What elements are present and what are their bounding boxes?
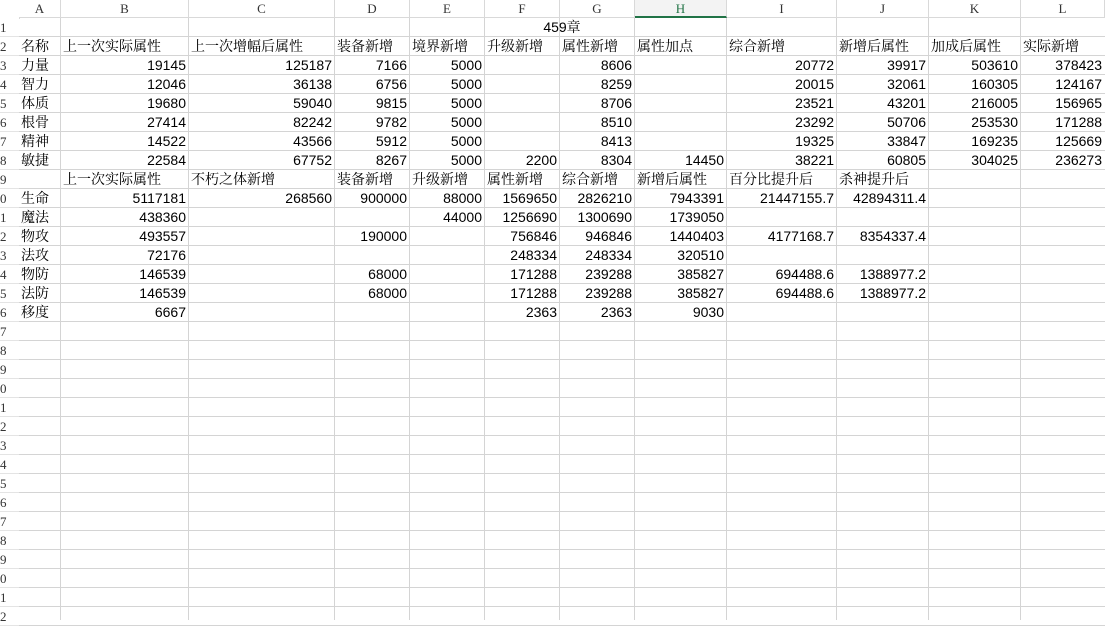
header-cell[interactable]: 属性新增 — [487, 171, 543, 187]
data-cell[interactable]: 146539 — [139, 285, 186, 301]
data-cell[interactable]: 82242 — [293, 114, 332, 130]
row-header[interactable]: 9 — [0, 360, 19, 379]
row-header[interactable]: 3 — [0, 56, 19, 75]
row-label-cell[interactable]: 生命 — [21, 190, 49, 206]
grid-line-horizontal — [19, 511, 1105, 512]
data-cell[interactable]: 9030 — [692, 304, 724, 320]
header-cell[interactable]: 属性加点 — [637, 38, 693, 54]
row-header[interactable]: 6 — [0, 303, 19, 322]
data-cell[interactable]: 171288 — [510, 285, 557, 301]
header-cell[interactable]: 升级新增 — [412, 171, 468, 187]
data-cell[interactable]: 694488.6 — [775, 285, 834, 301]
grid-line-horizontal — [19, 473, 1105, 474]
data-cell[interactable]: 8267 — [375, 152, 407, 168]
data-cell[interactable]: 2826210 — [577, 190, 632, 206]
row-header[interactable]: 4 — [0, 455, 19, 474]
data-cell[interactable]: 756846 — [510, 228, 557, 244]
column-header-h[interactable]: H — [635, 0, 727, 18]
data-cell[interactable]: 19680 — [147, 95, 186, 111]
data-cell[interactable]: 320510 — [677, 247, 724, 263]
data-cell[interactable]: 59040 — [293, 95, 332, 111]
column-header-c[interactable]: C — [189, 0, 335, 18]
row-header[interactable]: 1 — [0, 18, 19, 37]
data-cell[interactable]: 124167 — [1055, 76, 1102, 92]
data-cell[interactable]: 5000 — [450, 133, 482, 149]
data-cell[interactable]: 6756 — [375, 76, 407, 92]
row-header[interactable]: 1 — [0, 588, 19, 607]
data-cell[interactable]: 1739050 — [669, 209, 724, 225]
row-label-cell[interactable]: 敏捷 — [21, 152, 49, 168]
data-cell[interactable]: 304025 — [971, 152, 1018, 168]
grid-line-horizontal — [19, 568, 1105, 569]
data-cell[interactable]: 68000 — [368, 266, 407, 282]
sheet-title[interactable]: 459章 — [543, 19, 581, 35]
data-cell[interactable]: 146539 — [139, 266, 186, 282]
data-cell[interactable]: 23521 — [795, 95, 834, 111]
row-header[interactable]: 2 — [0, 417, 19, 436]
data-cell[interactable]: 5117181 — [132, 190, 186, 206]
data-cell[interactable]: 5000 — [450, 152, 482, 168]
row-header[interactable]: 0 — [0, 189, 19, 208]
data-cell[interactable]: 39917 — [887, 57, 926, 73]
data-cell[interactable]: 60805 — [887, 152, 926, 168]
grid-line-horizontal — [19, 454, 1105, 455]
data-cell[interactable]: 22584 — [147, 152, 186, 168]
data-cell[interactable]: 67752 — [293, 152, 332, 168]
row-label-cell[interactable]: 魔法 — [21, 209, 49, 225]
row-label-cell[interactable]: 法攻 — [21, 247, 49, 263]
data-cell[interactable]: 2363 — [600, 304, 632, 320]
row-label-cell[interactable]: 物防 — [21, 266, 49, 282]
header-cell[interactable]: 上一次实际属性 — [63, 171, 161, 187]
data-cell[interactable]: 8304 — [600, 152, 632, 168]
row-label-cell[interactable]: 力量 — [21, 57, 49, 73]
data-cell[interactable]: 125669 — [1055, 133, 1102, 149]
data-cell[interactable]: 171288 — [1055, 114, 1102, 130]
row-header[interactable]: 5 — [0, 284, 19, 303]
data-cell[interactable]: 493557 — [139, 228, 186, 244]
row-label-cell[interactable]: 根骨 — [21, 114, 49, 130]
header-cell[interactable]: 属性新增 — [562, 38, 618, 54]
column-header-b[interactable]: B — [61, 0, 189, 18]
data-cell[interactable]: 8413 — [600, 133, 632, 149]
data-cell[interactable]: 43201 — [887, 95, 926, 111]
data-cell[interactable]: 8510 — [600, 114, 632, 130]
row-header[interactable]: 1 — [0, 398, 19, 417]
data-cell[interactable]: 14522 — [147, 133, 186, 149]
data-cell[interactable]: 239288 — [585, 285, 632, 301]
row-header[interactable]: 5 — [0, 94, 19, 113]
row-header[interactable]: 3 — [0, 246, 19, 265]
header-cell[interactable]: 装备新增 — [337, 38, 393, 54]
data-cell[interactable]: 50706 — [887, 114, 926, 130]
data-cell[interactable]: 43566 — [293, 133, 332, 149]
column-header-g[interactable]: G — [560, 0, 635, 18]
data-cell[interactable]: 1388977.2 — [859, 266, 926, 282]
grid-line-horizontal — [19, 397, 1105, 398]
header-cell[interactable]: 新增后属性 — [637, 171, 707, 187]
row-header[interactable]: 4 — [0, 75, 19, 94]
data-cell[interactable]: 72176 — [147, 247, 186, 263]
header-cell[interactable]: 新增后属性 — [839, 38, 909, 54]
data-cell[interactable]: 190000 — [360, 228, 407, 244]
row-header[interactable]: 1 — [0, 208, 19, 227]
row-header[interactable]: 0 — [0, 379, 19, 398]
grid-line-horizontal — [19, 359, 1105, 360]
data-cell[interactable]: 253530 — [971, 114, 1018, 130]
data-cell[interactable]: 5912 — [375, 133, 407, 149]
row-header[interactable]: 2 — [0, 37, 19, 56]
row-header[interactable]: 8 — [0, 531, 19, 550]
data-cell[interactable]: 385827 — [677, 285, 724, 301]
header-cell[interactable]: 综合新增 — [729, 38, 785, 54]
data-cell[interactable]: 694488.6 — [775, 266, 834, 282]
data-cell[interactable]: 6667 — [154, 304, 186, 320]
row-label-cell[interactable]: 法防 — [21, 285, 49, 301]
data-cell[interactable]: 1569650 — [502, 190, 557, 206]
row-header[interactable]: 4 — [0, 265, 19, 284]
header-cell[interactable]: 综合新增 — [562, 171, 618, 187]
data-cell[interactable]: 248334 — [585, 247, 632, 263]
data-cell[interactable]: 23292 — [795, 114, 834, 130]
row-header[interactable]: 5 — [0, 474, 19, 493]
header-cell[interactable]: 升级新增 — [487, 38, 543, 54]
column-header-i[interactable]: I — [727, 0, 837, 18]
data-cell[interactable]: 946846 — [585, 228, 632, 244]
data-cell[interactable]: 1256690 — [502, 209, 557, 225]
data-cell[interactable]: 378423 — [1055, 57, 1102, 73]
column-header-e[interactable]: E — [410, 0, 485, 18]
data-cell[interactable]: 19325 — [795, 133, 834, 149]
grid-line-horizontal — [19, 340, 1105, 341]
row-label-cell[interactable]: 精神 — [21, 133, 49, 149]
row-header[interactable]: 2 — [0, 227, 19, 246]
row-label-cell[interactable]: 智力 — [21, 76, 49, 92]
data-cell[interactable]: 33847 — [887, 133, 926, 149]
header-cell[interactable]: 加成后属性 — [931, 38, 1001, 54]
data-cell[interactable]: 248334 — [510, 247, 557, 263]
data-cell[interactable]: 268560 — [285, 190, 332, 206]
grid-line-horizontal — [19, 549, 1105, 550]
row-header[interactable]: 3 — [0, 436, 19, 455]
header-cell[interactable]: 上一次增幅后属性 — [191, 38, 303, 54]
header-cell[interactable]: 境界新增 — [412, 38, 468, 54]
row-header[interactable]: 6 — [0, 493, 19, 512]
grid-line-horizontal — [19, 416, 1105, 417]
row-header[interactable]: 9 — [0, 170, 19, 189]
data-cell[interactable]: 169235 — [971, 133, 1018, 149]
data-cell[interactable]: 8354337.4 — [859, 228, 926, 244]
data-cell[interactable]: 5000 — [450, 95, 482, 111]
grid-line-horizontal — [19, 435, 1105, 436]
data-cell[interactable]: 8259 — [600, 76, 632, 92]
data-cell[interactable]: 2200 — [525, 152, 557, 168]
data-cell[interactable]: 1388977.2 — [859, 285, 926, 301]
data-cell[interactable]: 44000 — [443, 209, 482, 225]
header-cell[interactable]: 百分比提升后 — [729, 171, 813, 187]
column-header-l[interactable]: L — [1021, 0, 1105, 18]
row-header[interactable]: 0 — [0, 569, 19, 588]
data-cell[interactable]: 20772 — [795, 57, 834, 73]
data-cell[interactable]: 171288 — [510, 266, 557, 282]
data-cell[interactable]: 20015 — [795, 76, 834, 92]
grid-line-horizontal — [19, 530, 1105, 531]
data-cell[interactable]: 21447155.7 — [760, 190, 834, 206]
header-cell[interactable]: 名称 — [21, 38, 49, 54]
data-cell[interactable]: 160305 — [971, 76, 1018, 92]
grid-line-horizontal — [19, 587, 1105, 588]
data-cell[interactable]: 5000 — [450, 114, 482, 130]
grid-line-horizontal — [19, 606, 1105, 607]
data-cell[interactable]: 12046 — [147, 76, 186, 92]
row-label-cell[interactable]: 物攻 — [21, 228, 49, 244]
header-cell[interactable]: 杀神提升后 — [839, 171, 909, 187]
row-header[interactable]: 7 — [0, 132, 19, 151]
data-cell[interactable]: 385827 — [677, 266, 724, 282]
select-all-corner[interactable] — [0, 0, 20, 19]
data-cell[interactable]: 5000 — [450, 76, 482, 92]
header-cell[interactable]: 不朽之体新增 — [191, 171, 275, 187]
data-cell[interactable]: 4177168.7 — [767, 228, 834, 244]
data-cell[interactable]: 236273 — [1055, 152, 1102, 168]
data-cell[interactable]: 1440403 — [669, 228, 724, 244]
data-cell[interactable]: 8606 — [600, 57, 632, 73]
header-cell[interactable]: 实际新增 — [1023, 38, 1079, 54]
data-cell[interactable]: 27414 — [147, 114, 186, 130]
data-cell[interactable]: 42894311.4 — [853, 190, 926, 206]
row-header[interactable]: 6 — [0, 113, 19, 132]
row-label-cell[interactable]: 移度 — [21, 304, 49, 320]
column-header-k[interactable]: K — [929, 0, 1021, 18]
data-cell[interactable]: 1300690 — [577, 209, 632, 225]
data-cell[interactable]: 503610 — [971, 57, 1018, 73]
data-cell[interactable]: 2363 — [525, 304, 557, 320]
data-cell[interactable]: 438360 — [139, 209, 186, 225]
data-cell[interactable]: 125187 — [285, 57, 332, 73]
data-cell[interactable]: 5000 — [450, 57, 482, 73]
data-cell[interactable]: 8706 — [600, 95, 632, 111]
data-cell[interactable]: 239288 — [585, 266, 632, 282]
data-cell[interactable]: 216005 — [971, 95, 1018, 111]
row-header[interactable]: 9 — [0, 550, 19, 569]
data-cell[interactable]: 38221 — [795, 152, 834, 168]
data-cell[interactable]: 36138 — [293, 76, 332, 92]
data-cell[interactable]: 900000 — [360, 190, 407, 206]
header-cell[interactable]: 上一次实际属性 — [63, 38, 161, 54]
data-cell[interactable]: 19145 — [147, 57, 186, 73]
column-header-d[interactable]: D — [335, 0, 410, 18]
data-cell[interactable]: 88000 — [443, 190, 482, 206]
row-header[interactable]: 7 — [0, 512, 19, 531]
data-cell[interactable]: 32061 — [887, 76, 926, 92]
row-header[interactable]: 8 — [0, 341, 19, 360]
data-cell[interactable]: 156965 — [1055, 95, 1102, 111]
data-cell[interactable]: 7943391 — [669, 190, 724, 206]
data-cell[interactable]: 7166 — [375, 57, 407, 73]
grid-line-horizontal — [19, 492, 1105, 493]
column-header-a[interactable]: A — [19, 0, 61, 18]
column-header-f[interactable]: F — [485, 0, 560, 18]
row-header[interactable]: 2 — [0, 607, 19, 626]
row-header[interactable]: 7 — [0, 322, 19, 341]
data-cell[interactable]: 68000 — [368, 285, 407, 301]
data-cell[interactable]: 14450 — [685, 152, 724, 168]
header-cell[interactable]: 装备新增 — [337, 171, 393, 187]
row-header[interactable]: 8 — [0, 151, 19, 170]
row-label-cell[interactable]: 体质 — [21, 95, 49, 111]
data-cell[interactable]: 9782 — [375, 114, 407, 130]
grid-line-horizontal — [19, 378, 1105, 379]
column-header-j[interactable]: J — [837, 0, 929, 18]
data-cell[interactable]: 9815 — [375, 95, 407, 111]
